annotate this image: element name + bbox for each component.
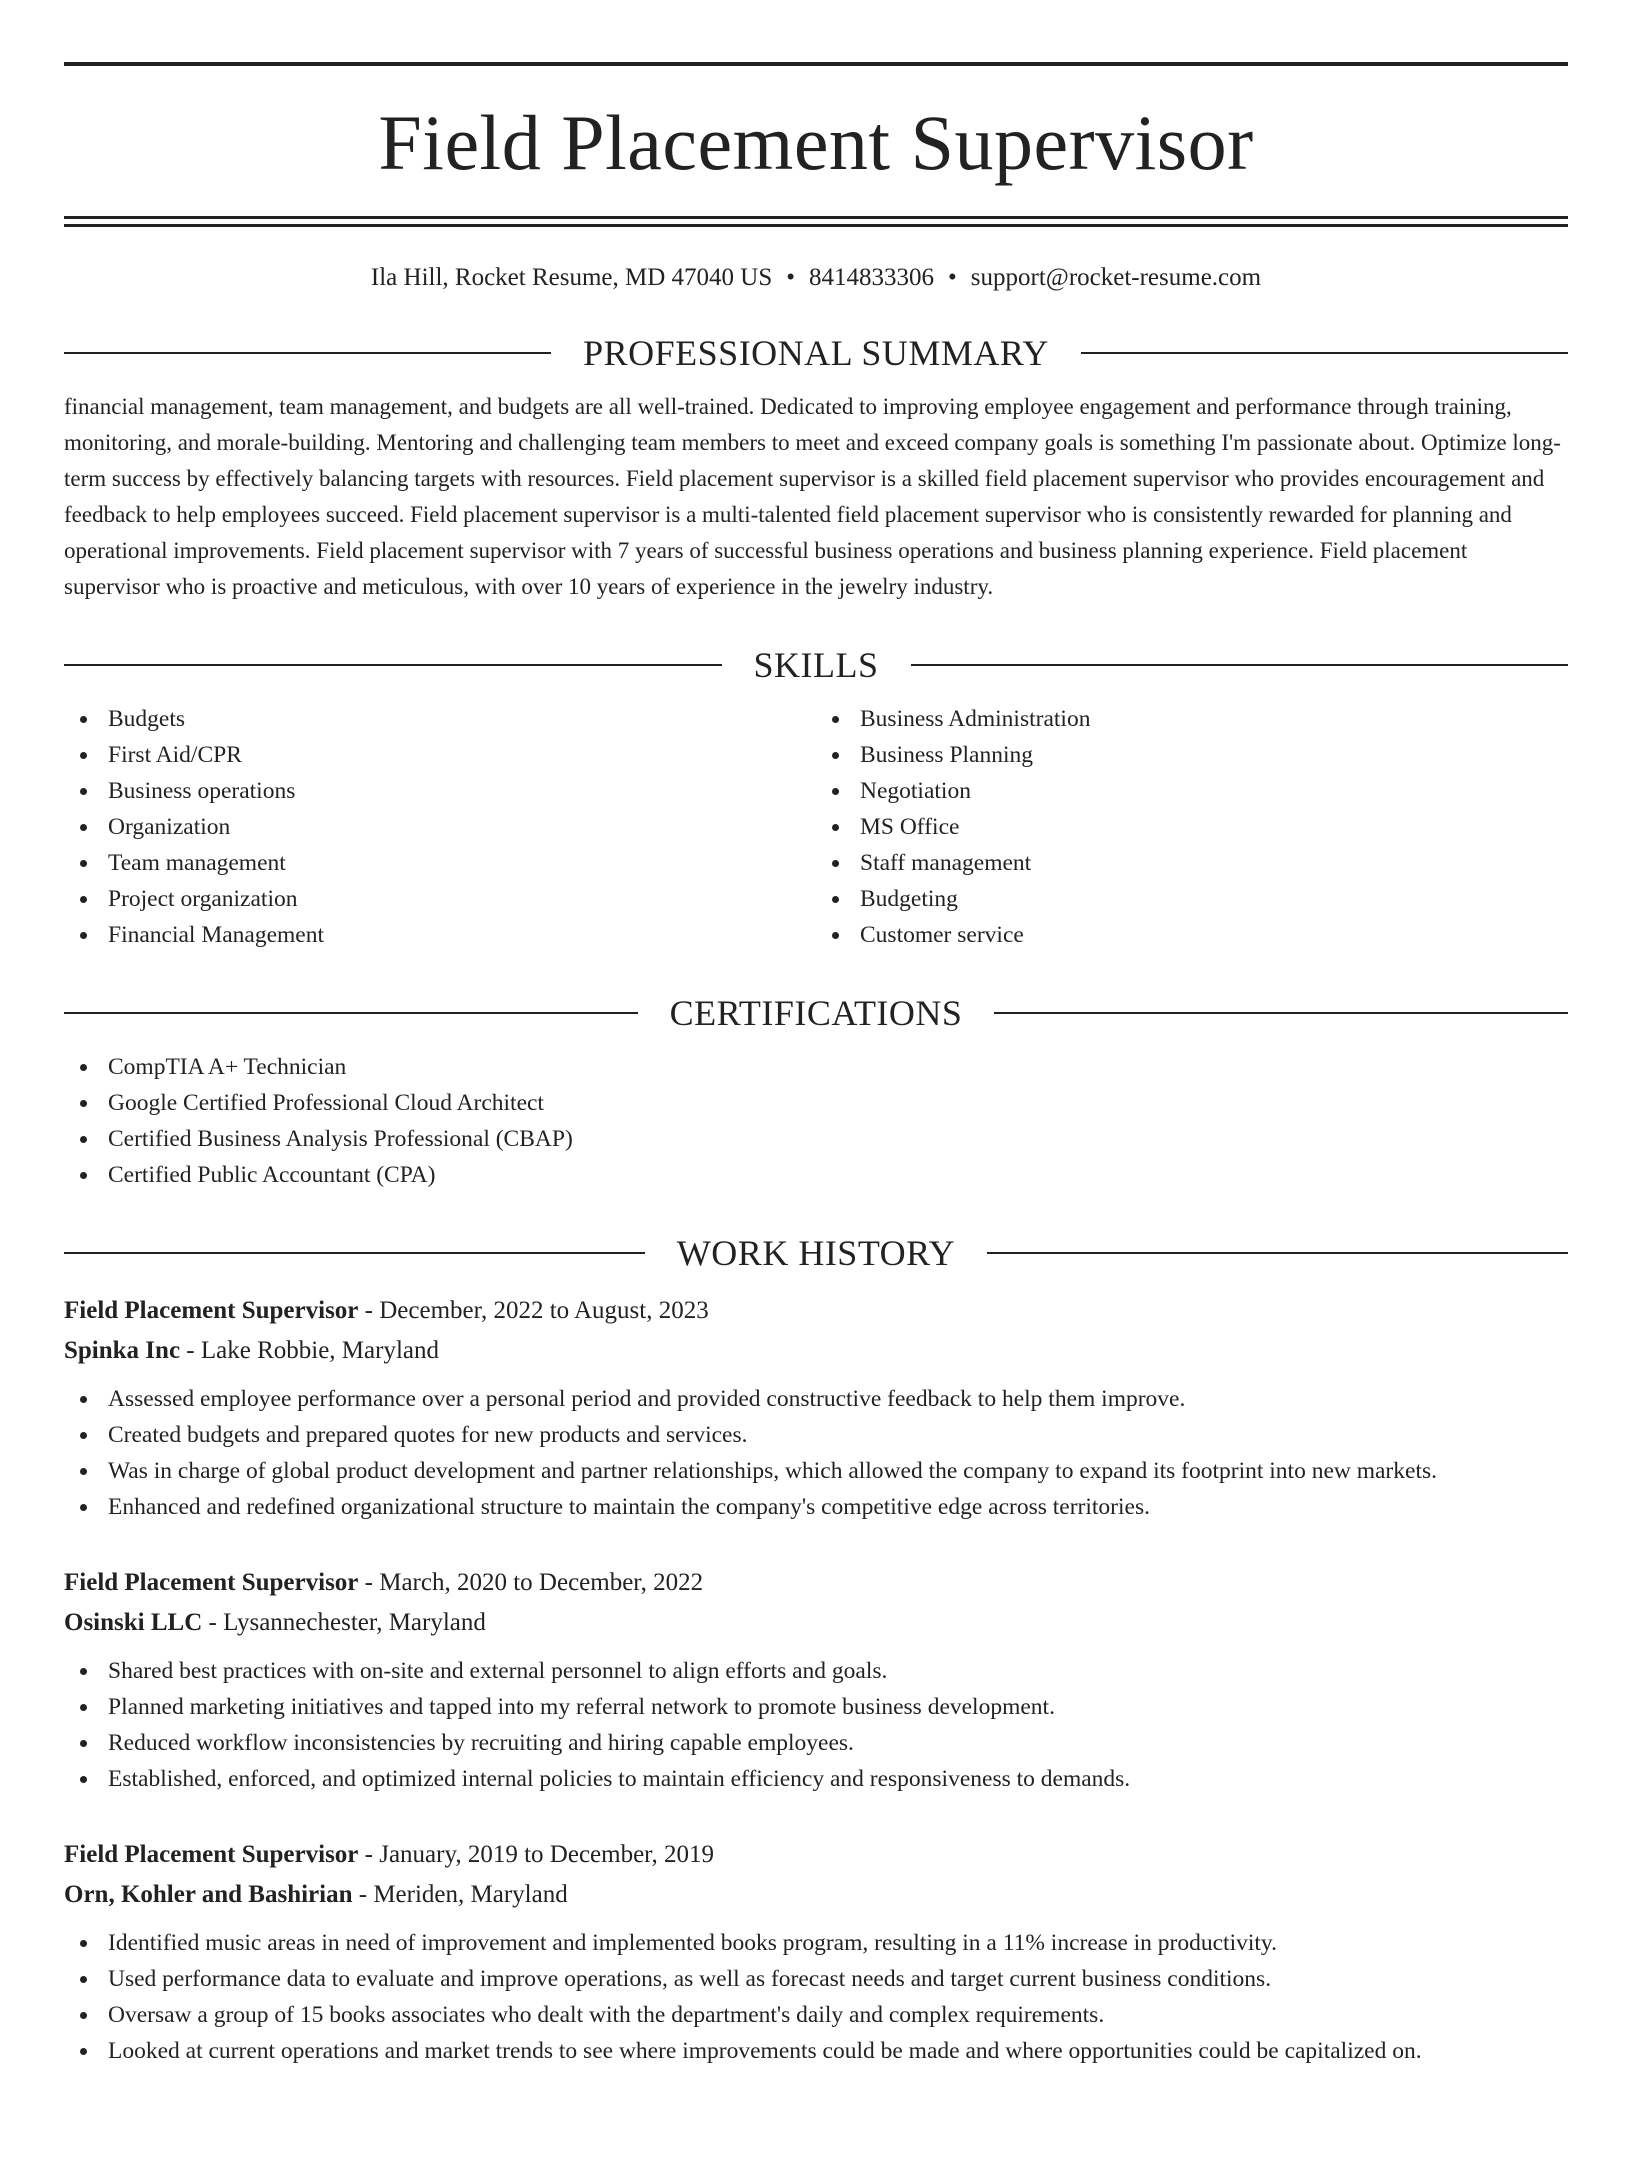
certification-item: Certified Business Analysis Professional (CBAP) bbox=[64, 1121, 1568, 1157]
job-entry bbox=[64, 1291, 1568, 1525]
double-rule bbox=[64, 216, 1568, 227]
certification-item: CompTIA A+ Technician bbox=[64, 1049, 1568, 1085]
job-title: Field Placement Supervisor bbox=[64, 1569, 359, 1596]
skill-item: Organization bbox=[64, 809, 816, 845]
contact-phone: 8414833306 bbox=[809, 264, 935, 291]
contact-separator: • bbox=[786, 264, 796, 291]
work-history-heading bbox=[64, 1233, 1568, 1273]
work-history-heading-title: WORK HISTORY bbox=[676, 1233, 956, 1273]
certifications-list bbox=[64, 1049, 1568, 1193]
heading-rule bbox=[64, 1252, 645, 1254]
heading-rule bbox=[64, 664, 722, 666]
summary-heading bbox=[64, 333, 1568, 373]
skills-heading-title: SKILLS bbox=[753, 645, 879, 685]
skill-item: Business Planning bbox=[816, 737, 1568, 773]
job-location: - Lysannechester, Maryland bbox=[202, 1609, 486, 1636]
heading-rule bbox=[64, 352, 551, 354]
skill-item: Customer service bbox=[816, 917, 1568, 953]
job-location: - Lake Robbie, Maryland bbox=[180, 1337, 439, 1364]
job-bullet: Established, enforced, and optimized internal policies to maintain efficiency and responsiveness to demands. bbox=[64, 1761, 1568, 1797]
job-company-line bbox=[64, 1331, 1568, 1371]
skill-item: Business Administration bbox=[816, 701, 1568, 737]
job-dates: - January, 2019 to December, 2019 bbox=[358, 1841, 715, 1868]
skill-item: Budgeting bbox=[816, 881, 1568, 917]
job-title-line bbox=[64, 1563, 1568, 1603]
job-title: Field Placement Supervisor bbox=[64, 1297, 359, 1324]
job-bullet: Created budgets and prepared quotes for new products and services. bbox=[64, 1417, 1568, 1453]
skills-heading bbox=[64, 645, 1568, 685]
summary-text: financial management, team management, and budgets are all well-trained. Dedicated to improving employee engagement and performance through training, monitoring, and morale-building. Mentoring and challenging team members to meet and exceed company goals is something I'm passionate about. Optimize long-term success by effectively balancing targets with resources. Field placement supervisor is a skilled field placement supervisor who provides encouragement and feedback to help employees succeed. Field placement supervisor is a multi-talented field placement supervisor who is consistently rewarded for planning and operational improvements. Field placement supervisor with 7 years of successful business operations and business planning experience. Field placement supervisor who is proactive and meticulous, with over 10 years of experience in the jewelry industry. bbox=[64, 394, 1561, 599]
contact-line bbox=[64, 263, 1568, 293]
job-bullets bbox=[64, 1653, 1568, 1797]
heading-rule bbox=[987, 1252, 1568, 1254]
skill-item: Budgets bbox=[64, 701, 816, 737]
job-bullet: Shared best practices with on-site and external personnel to align efforts and goals. bbox=[64, 1653, 1568, 1689]
job-bullet: Looked at current operations and market trends to see where improvements could be made and where opportunities could be capitalized on. bbox=[64, 2033, 1568, 2069]
job-bullet: Used performance data to evaluate and improve operations, as well as forecast needs and target current business conditions. bbox=[64, 1961, 1568, 1997]
job-company: Orn, Kohler and Bashirian bbox=[64, 1881, 353, 1908]
skills-list-right bbox=[816, 701, 1568, 953]
skill-item: Negotiation bbox=[816, 773, 1568, 809]
heading-rule bbox=[911, 664, 1569, 666]
resume-page bbox=[0, 62, 1632, 2174]
skill-item: Team management bbox=[64, 845, 816, 881]
contact-email: support@rocket-resume.com bbox=[970, 264, 1262, 291]
top-rule bbox=[64, 62, 1568, 66]
job-company-line bbox=[64, 1603, 1568, 1643]
skill-item: Staff management bbox=[816, 845, 1568, 881]
heading-rule bbox=[1081, 352, 1568, 354]
job-title: Field Placement Supervisor bbox=[64, 1841, 359, 1868]
certifications-heading-title: CERTIFICATIONS bbox=[669, 993, 963, 1033]
job-bullets bbox=[64, 1381, 1568, 1525]
job-title-line bbox=[64, 1291, 1568, 1331]
skill-item: Business operations bbox=[64, 773, 816, 809]
job-company: Spinka Inc bbox=[64, 1337, 181, 1364]
certifications-heading bbox=[64, 993, 1568, 1033]
job-location: - Meriden, Maryland bbox=[352, 1881, 568, 1908]
job-bullets bbox=[64, 1925, 1568, 2069]
job-company: Osinski LLC bbox=[64, 1609, 203, 1636]
job-bullet: Was in charge of global product development and partner relationships, which allowed the company to expand its footprint into new markets. bbox=[64, 1453, 1568, 1489]
job-title-line bbox=[64, 1835, 1568, 1875]
contact-separator: • bbox=[948, 264, 957, 291]
heading-rule bbox=[994, 1012, 1568, 1014]
skill-item: MS Office bbox=[816, 809, 1568, 845]
skill-item: First Aid/CPR bbox=[64, 737, 816, 773]
job-entry bbox=[64, 1835, 1568, 2069]
job-dates: - December, 2022 to August, 2023 bbox=[358, 1297, 709, 1324]
skill-item: Financial Management bbox=[64, 917, 816, 953]
job-company-line bbox=[64, 1875, 1568, 1915]
resume-name: Field Placement Supervisor bbox=[378, 99, 1254, 186]
certification-item: Certified Public Accountant (CPA) bbox=[64, 1157, 1568, 1193]
job-bullet: Planned marketing initiatives and tapped into my referral network to promote business development. bbox=[64, 1689, 1568, 1725]
job-bullet: Enhanced and redefined organizational structure to maintain the company's competitive edge across territories. bbox=[64, 1489, 1568, 1525]
job-entry bbox=[64, 1563, 1568, 1797]
job-bullet: Reduced workflow inconsistencies by recruiting and hiring capable employees. bbox=[64, 1725, 1568, 1761]
skill-item: Project organization bbox=[64, 881, 816, 917]
job-bullet: Identified music areas in need of improvement and implemented books program, resulting in a 11% increase in productivity. bbox=[64, 1925, 1568, 1961]
job-dates: - March, 2020 to December, 2022 bbox=[358, 1569, 704, 1596]
contact-address: Ila Hill, Rocket Resume, MD 47040 US bbox=[370, 264, 773, 291]
summary-heading-title: PROFESSIONAL SUMMARY bbox=[583, 333, 1049, 373]
skills-grid bbox=[64, 701, 1568, 953]
certification-item: Google Certified Professional Cloud Architect bbox=[64, 1085, 1568, 1121]
job-bullet: Assessed employee performance over a personal period and provided constructive feedback to help them improve. bbox=[64, 1381, 1568, 1417]
skills-list-left bbox=[64, 701, 816, 953]
job-bullet: Oversaw a group of 15 books associates who dealt with the department's daily and complex requirements. bbox=[64, 1997, 1568, 2033]
heading-rule bbox=[64, 1012, 638, 1014]
